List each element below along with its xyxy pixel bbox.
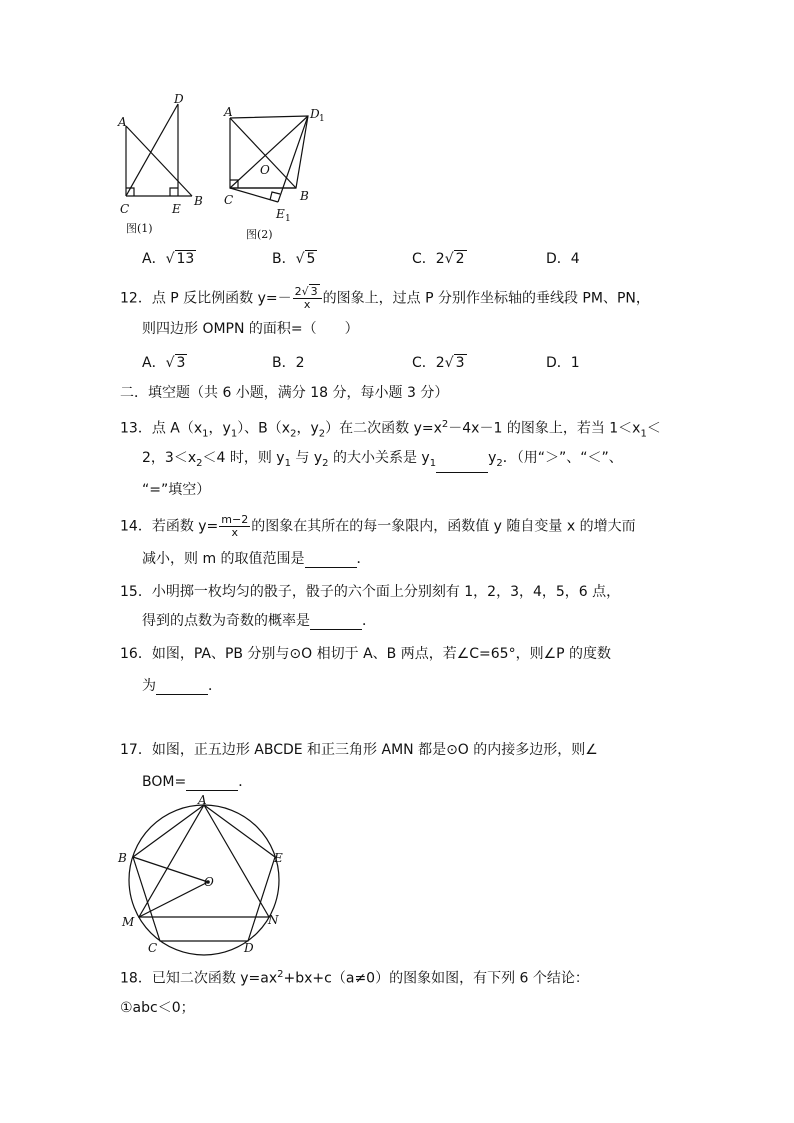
fig3-label-b: B	[118, 851, 127, 865]
q14-answer-blank[interactable]	[305, 553, 357, 568]
q13-line-3: “=”填空）	[142, 482, 211, 498]
q13-line-1: 13．点 $A(x_1$，$y_1$）、$B(x_2$，$y_2$）在二次函数 $y=x^2-4x-1$ 的图象上，若当 $1<x_1<$	[120, 419, 661, 440]
fig3-label-d: D	[244, 941, 254, 955]
fig3-label-a: A	[198, 794, 207, 807]
q16-line-1: 16．如图，PA、PB 分别与⊙O 相切于 A、B 两点，若∠C=65°，则∠P 的度数	[120, 646, 612, 662]
figure-2	[220, 100, 340, 242]
fig2-label-d1: D	[310, 107, 320, 121]
q14-line-1: 14．若函数 y= $\frac{m-2}{x}$ 的图象在其所在的每一象限内，函数值 y 随自变量 x 的增大而	[120, 513, 636, 539]
figure-3	[116, 794, 292, 956]
fig2-label-d1-sub: 1	[319, 114, 325, 124]
q12-option-b: B．2	[272, 355, 305, 371]
q11-option-c: C．2√ 2	[412, 251, 465, 267]
fig3-label-c: C	[148, 941, 158, 955]
fig2-caption: 图(2)	[246, 228, 273, 241]
fig1-label-d: D	[174, 92, 184, 106]
fig1-caption: 图(1)	[126, 222, 153, 235]
q12-option-d: D．1	[546, 355, 580, 371]
fig1-label-c: C	[120, 202, 130, 216]
q12-line-2: 则四边形 OMPN 的面积=（ ）	[142, 321, 359, 337]
fig2-label-b: B	[300, 189, 309, 203]
fig1-label-b: B	[194, 194, 203, 208]
section-2-heading: 二．填空题（共 6 小题，满分 18 分，每小题 3 分）	[120, 385, 449, 401]
q12-fraction: $\frac{2√ 3}{x}$	[293, 286, 322, 311]
fig2-label-o: O	[260, 163, 270, 177]
q18-line-1: 18．已知二次函数 $y=ax^2+bx+c(a\ne 0)$的图象如图，有下列 6 个结论：	[120, 969, 589, 987]
fig3-label-m: M	[122, 915, 135, 929]
q15-answer-blank[interactable]	[310, 615, 362, 630]
fig2-label-e1-sub: 1	[285, 214, 291, 224]
q12-option-a: A．√ 3	[142, 355, 186, 371]
fig1-label-a: A	[118, 115, 127, 129]
q15-line-2: 得到的点数为奇数的概率是 ．	[142, 613, 376, 629]
q13-answer-blank[interactable]	[436, 458, 488, 473]
q17-line-2: BOM= ．	[142, 774, 253, 790]
q14-line-2: 减小，则 m 的取值范围是 ．	[142, 551, 371, 567]
q13-line-2: 2，$3<x_2<4$ 时，则 $y_1$ 与 $y_2$ 的大小关系是 $y_1$ $y_2$．（用“＞”、“＜”、	[142, 449, 623, 473]
q16-line-2: 为 ．	[142, 678, 222, 694]
q12-line-1: 12．点 P 反比例函数 y=－ $\frac{2√ 3}{x}$ 的图象上，过点 P 分别作坐标轴的垂线段 PM、PN，	[120, 285, 650, 311]
fig1-label-e: E	[172, 202, 181, 216]
q16-answer-blank[interactable]	[156, 680, 208, 695]
figure-1	[112, 92, 212, 240]
fig2-label-c: C	[224, 193, 234, 207]
q12-option-c: C．2√ 3	[412, 355, 465, 371]
q17-answer-blank[interactable]	[186, 776, 238, 791]
fig3-label-o: O	[204, 875, 214, 889]
q14-fraction: $\frac{m-2}{x}$	[221, 513, 249, 539]
fig3-label-n: N	[268, 913, 279, 927]
q15-line-1: 15．小明掷一枚均匀的骰子，骰子的六个面上分别刻有 1，2，3，4，5，6 点，	[120, 584, 621, 600]
q11-option-b: B．√ 5	[272, 251, 316, 267]
q11-option-d: D．4	[546, 251, 580, 267]
fig2-label-a: A	[224, 105, 233, 119]
q11-option-a: A．√ 13	[142, 251, 195, 267]
fig3-label-e: E	[274, 851, 283, 865]
fig2-label-e1: E	[276, 207, 285, 221]
q18-line-2: ①abc＜0；	[120, 1000, 195, 1016]
q17-line-1: 17．如图，正五边形 ABCDE 和正三角形 AMN 都是⊙O 的内接多边形，则∠	[120, 742, 598, 758]
